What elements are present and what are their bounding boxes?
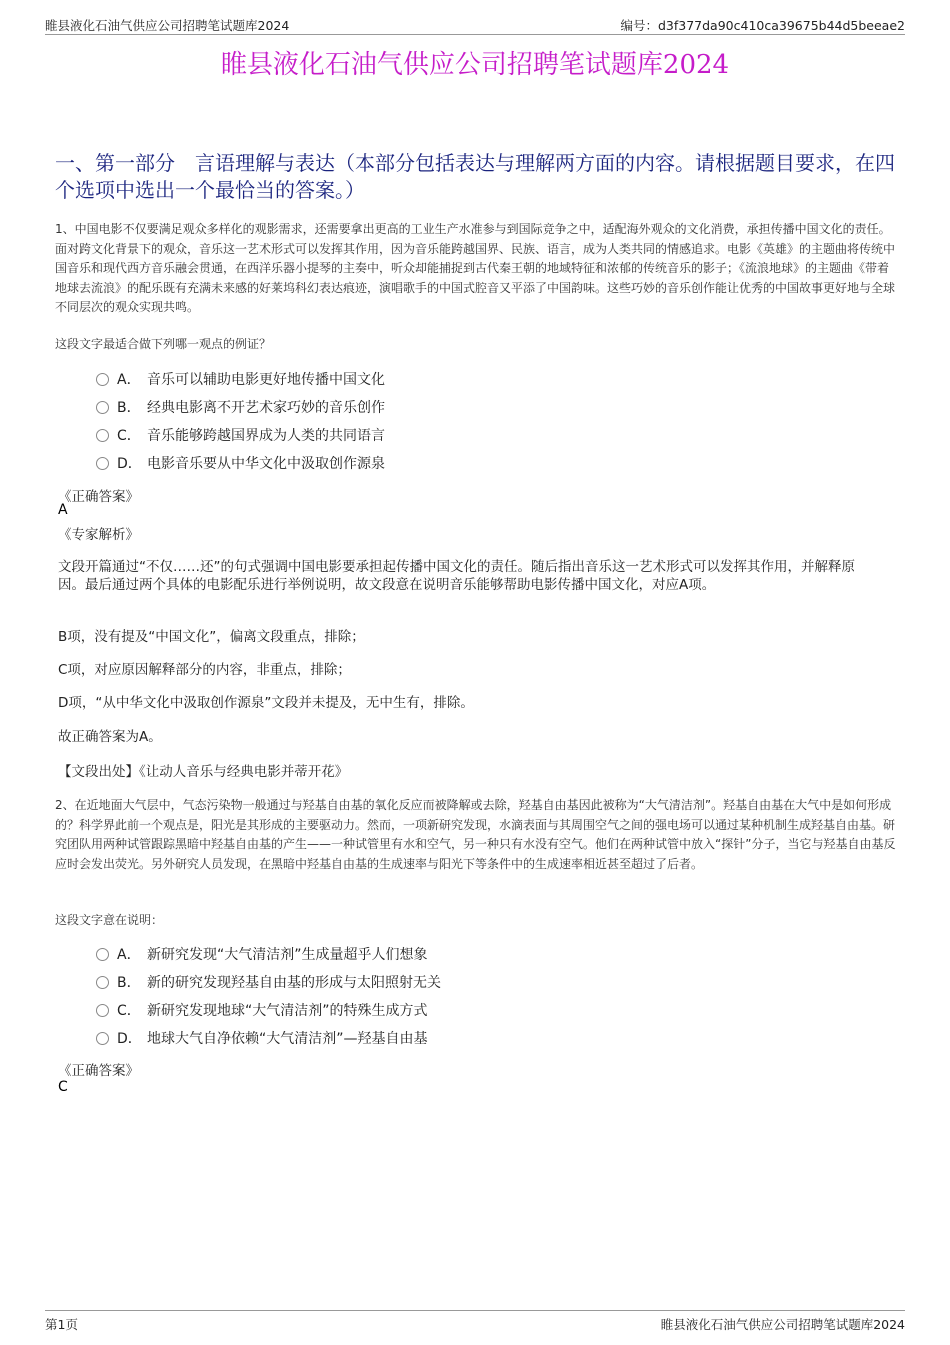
q1-analysis-source: 【文段出处】《让动人音乐与经典电影并蒂开花》: [58, 764, 349, 780]
option-letter: C．: [117, 428, 141, 444]
radio-icon[interactable]: [96, 976, 109, 989]
q2-option-a[interactable]: [96, 941, 796, 969]
option-text: 地球大气自净依赖“大气清洁剂”—羟基自由基: [147, 1031, 428, 1047]
q1-options: [96, 366, 796, 478]
q1-analysis-b: B项，没有提及“中国文化”，偏离文段重点，排除；: [58, 629, 365, 645]
radio-icon[interactable]: [96, 948, 109, 961]
option-letter: B．: [117, 400, 141, 416]
radio-icon[interactable]: [96, 1032, 109, 1045]
radio-icon[interactable]: [96, 373, 109, 386]
q1-option-d[interactable]: [96, 450, 796, 478]
q1-analysis-main: 文段开篇通过“不仅……还”的句式强调中国电影要承担起传播中国文化的责任。随后指出音乐这一艺术形式可以发挥其作用，并解释原因。最后通过两个具体的电影配乐进行举例说明，故文段意在说明音乐能够帮助电影传播中国文化，对应A项。: [58, 559, 855, 593]
q1-option-c[interactable]: [96, 422, 796, 450]
radio-icon[interactable]: [96, 457, 109, 470]
option-text: 经典电影离不开艺术家巧妙的音乐创作: [147, 400, 385, 416]
radio-icon[interactable]: [96, 401, 109, 414]
radio-icon[interactable]: [96, 1004, 109, 1017]
page-footer: [45, 1310, 905, 1333]
option-letter: B．: [117, 975, 141, 991]
q1-passage: 1、中国电影不仅要满足观众多样化的观影需求，还需要拿出更高的工业生产水准参与到国际竞争之中，适配海外观众的文化消费，承担传播中国文化的责任。面对跨文化背景下的观众，音乐这一艺术形式可以发挥其作用，因为音乐能跨越国界、民族、语言，成为人类共同的情感追求。电影《英雄》的主题曲将传统中国音乐和现代西方音乐融会贯通，在西洋乐器小提琴的主奏中，听众却能捕捉到古代秦王朝的地域特征和浓郁的传统音乐的影子；《流浪地球》的主题曲《带着地球去流浪》的配乐既有充满未来感的好莱坞科幻表达痕迹，演唱歌手的中国式腔音又平添了中国韵味。这些巧妙的音乐创作能让优秀的中国故事更好地与全球不同层次的观众实现共鸣。: [55, 222, 896, 315]
header-doc-title: 睢县液化石油气供应公司招聘笔试题库2024: [45, 18, 290, 33]
header-doc-id: 编号：d3f377da90c410ca39675b44d5beeae2: [620, 18, 905, 33]
option-letter: A．: [117, 947, 141, 963]
q2-option-d[interactable]: [96, 1025, 796, 1053]
page-title: 睢县液化石油气供应公司招聘笔试题库2024: [220, 50, 730, 80]
q1-answer: A: [58, 502, 68, 518]
q2-question: 这段文字意在说明：: [55, 913, 164, 927]
q1-option-b[interactable]: [96, 394, 796, 422]
option-text: 新研究发现地球“大气清洁剂”的特殊生成方式: [147, 1003, 428, 1019]
q1-option-a[interactable]: [96, 366, 796, 394]
q2-passage: 2、在近地面大气层中，气态污染物一般通过与羟基自由基的氧化反应而被降解或去除，羟基自由基因此被称为“大气清洁剂”。羟基自由基在大气中是如何形成的？科学界此前一个观点是，阳光是其形成的主要驱动力。然而，一项新研究发现，水滴表面与其周围空气之间的强电场可以通过某种机制生成羟基自由基。研究团队用两种试管跟踪黑暗中羟基自由基的产生——一种试管里有水和空气，另一种只有水没有空气。他们在两种试管中放入“探针”分子，当它与羟基自由基反应时会发出荧光。另外研究人员发现，在黑暗中羟基自由基的生成速率与阳光下等条件中的生成速率相近甚至超过了后者。: [55, 798, 896, 871]
option-text: 音乐可以辅助电影更好地传播中国文化: [147, 372, 385, 388]
footer-doc-title: 睢县液化石油气供应公司招聘笔试题库2024: [660, 1317, 905, 1332]
q2-option-b[interactable]: [96, 969, 796, 997]
radio-icon[interactable]: [96, 429, 109, 442]
option-text: 新的研究发现羟基自由基的形成与太阳照射无关: [147, 975, 441, 991]
q1-analysis-c: C项，对应原因解释部分的内容，非重点，排除；: [58, 662, 351, 678]
footer-page-number: 第1页: [45, 1317, 78, 1332]
section-heading: 一、第一部分 言语理解与表达（本部分包括表达与理解两方面的内容。请根据题目要求，在四个选项中选出一个最恰当的答案。）: [55, 151, 895, 202]
q1-answer-label: 《正确答案》: [58, 489, 139, 505]
q2-answer-label: 《正确答案》: [58, 1063, 139, 1079]
q1-analysis-d: D项，“从中华文化中汲取创作源泉”文段并未提及，无中生有，排除。: [58, 695, 474, 711]
option-letter: A．: [117, 372, 141, 388]
q2-answer: C: [58, 1079, 68, 1095]
q1-analysis-label: 《专家解析》: [58, 527, 139, 543]
option-text: 新研究发现“大气清洁剂”生成量超乎人们想象: [147, 947, 428, 963]
page-header: [45, 14, 905, 35]
option-letter: D．: [117, 1031, 142, 1047]
option-text: 音乐能够跨越国界成为人类的共同语言: [147, 428, 385, 444]
option-letter: D．: [117, 456, 142, 472]
q1-question: 这段文字最适合做下列哪一观点的例证？: [55, 337, 272, 351]
q2-option-c[interactable]: [96, 997, 796, 1025]
q1-analysis-conclusion: 故正确答案为A。: [58, 729, 162, 745]
option-text: 电影音乐要从中华文化中汲取创作源泉: [147, 456, 385, 472]
option-letter: C．: [117, 1003, 141, 1019]
q2-options: [96, 941, 796, 1053]
